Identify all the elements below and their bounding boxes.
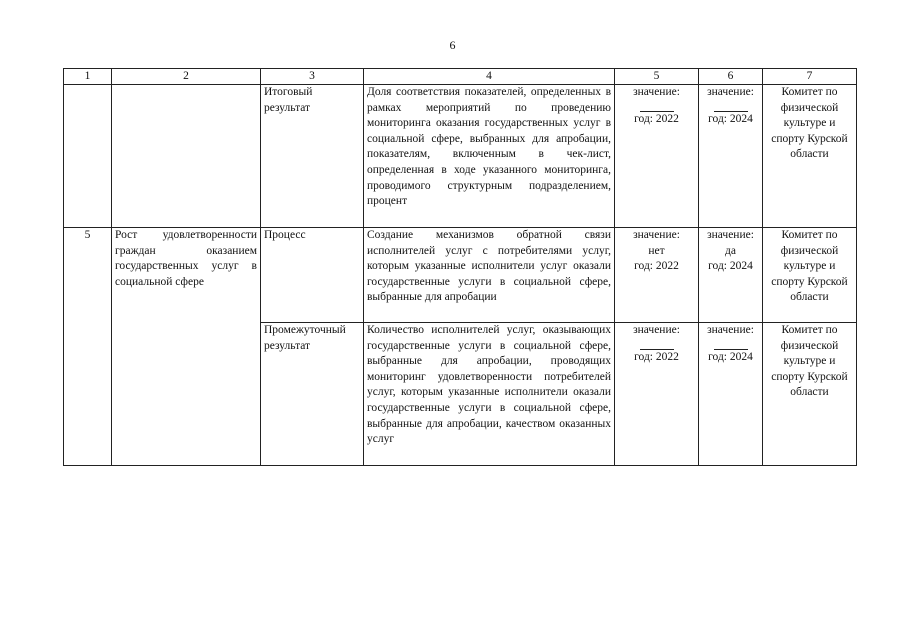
task-cell: Рост удовлетворенности граждан оказанием государственных услуг в социальной сфере — [112, 228, 261, 466]
column-header: 2 — [112, 69, 261, 85]
table-row — [64, 228, 857, 323]
target-year: год: 2024 — [708, 260, 753, 273]
base-year: год: 2022 — [634, 112, 679, 125]
base-value: нет — [648, 244, 665, 257]
target-value: да — [725, 244, 736, 257]
target-year: год: 2024 — [708, 112, 753, 125]
target-value-blank — [714, 101, 748, 112]
responsible-cell: Комитет по физической культуре и спорту Курской области — [763, 323, 857, 466]
column-header: 4 — [364, 69, 615, 85]
column-header: 6 — [699, 69, 763, 85]
base-year: год: 2022 — [634, 260, 679, 273]
target-value-label: значение: — [707, 324, 754, 336]
indicator-cell: Доля соответствия показателей, определенных в рамках мероприятий по проведению мониторинга оказания государственных услуг в социальной сфере, выбранных для апробации, показателям, включенным в чек-лист, определенная в ходе указанного мониторинга, проводимого структурным подразделением, процент — [364, 85, 615, 228]
indicator-cell: Создание механизмов обратной связи исполнителей услуг с потребителями услуг, которым указанные исполнители услуг оказали государственные услуги в социальной сфере, выбранные для апробации — [364, 228, 615, 323]
base-value-blank — [640, 101, 674, 112]
target-value-blank — [714, 339, 748, 350]
row-number-cell: 5 — [64, 228, 112, 466]
row-number-cell — [64, 85, 112, 228]
column-header: 7 — [763, 69, 857, 85]
base-value-cell — [615, 85, 699, 228]
result-type-cell: Итоговый результат — [261, 85, 364, 228]
column-header: 5 — [615, 69, 699, 85]
page-number: 6 — [449, 38, 456, 52]
target-value-label: значение: — [707, 229, 754, 241]
base-value-label: значение: — [633, 86, 680, 98]
target-value-label: значение: — [707, 86, 754, 98]
table-row — [64, 85, 857, 228]
base-value-blank — [640, 339, 674, 350]
task-cell — [112, 85, 261, 228]
column-header: 3 — [261, 69, 364, 85]
indicators-table — [63, 68, 857, 466]
base-value-label: значение: — [633, 324, 680, 336]
result-type-cell: Процесс — [261, 228, 364, 323]
base-value-label: значение: — [633, 229, 680, 241]
target-value-cell — [699, 228, 763, 323]
column-header: 1 — [64, 69, 112, 85]
responsible-cell: Комитет по физической культуре и спорту Курской области — [763, 228, 857, 323]
table-header-row — [64, 69, 857, 85]
target-value-cell — [699, 323, 763, 466]
target-year: год: 2024 — [708, 350, 753, 363]
base-value-cell — [615, 228, 699, 323]
responsible-cell: Комитет по физической культуре и спорту Курской области — [763, 85, 857, 228]
indicator-cell: Количество исполнителей услуг, оказывающих государственные услуги в социальной сфере, выбранные для апробации, проводящих мониторинг удовлетворенности потребителей услуг, которым указанные исполнители оказали государственные услуги в социальной сфере, выбранные для апробации, качеством оказанных услуг — [364, 323, 615, 466]
base-value-cell — [615, 323, 699, 466]
target-value-cell — [699, 85, 763, 228]
result-type-cell: Промежуточный результат — [261, 323, 364, 466]
base-year: год: 2022 — [634, 350, 679, 363]
